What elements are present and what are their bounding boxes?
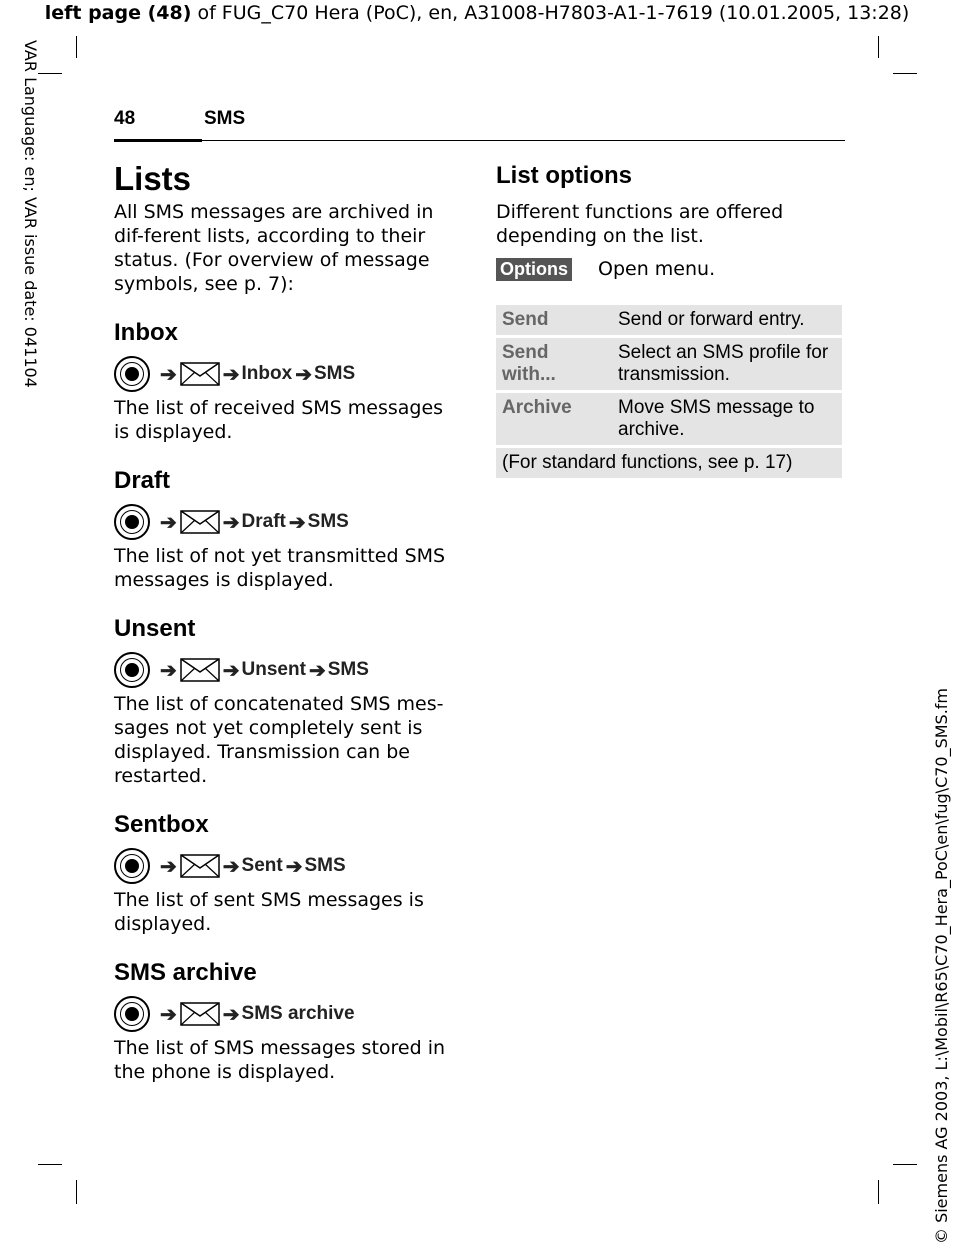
crop-mark <box>893 73 917 74</box>
section-heading: Sentbox <box>114 811 209 838</box>
section-text: The list of concatenated SMS mes-sages not yet completely sent is displayed. Transmission can be restarted. <box>114 693 444 787</box>
joystick-icon <box>114 652 150 688</box>
document-header-rest: of FUG_C70 Hera (PoC), en, A31008-H7803-A1-1-7619 (10.01.2005, 13:28) <box>191 2 910 24</box>
navigation-path <box>114 846 464 886</box>
navigation-path <box>114 502 464 542</box>
arrow-right-icon: ➔ <box>288 511 306 534</box>
page-number: 48 <box>114 108 136 129</box>
section-heading: Draft <box>114 467 171 494</box>
section-1 <box>114 466 464 592</box>
path-step: SMS <box>304 855 346 876</box>
section-2 <box>114 614 464 788</box>
path-step: Inbox <box>241 363 293 384</box>
arrow-right-icon: ➔ <box>222 363 240 386</box>
option-value: Send or forward entry. <box>612 305 842 335</box>
lists-intro: All SMS messages are archived in dif-ferent lists, according to their status. (For overview of message symbols, see p. 7): <box>114 201 434 295</box>
arrow-right-icon: ➔ <box>222 511 240 534</box>
navigation-path <box>114 650 464 690</box>
arrow-right-icon: ➔ <box>285 855 303 878</box>
joystick-icon <box>114 504 150 540</box>
arrow-right-icon: ➔ <box>222 1003 240 1026</box>
options-table <box>496 302 842 481</box>
path-step: Unsent <box>241 659 306 680</box>
option-footer: (For standard functions, see p. 17) <box>496 448 842 478</box>
path-step: SMS <box>313 363 356 384</box>
options-soft-key-text: Open menu. <box>598 258 716 280</box>
arrow-right-icon: ➔ <box>160 659 177 682</box>
crop-mark <box>38 1164 62 1165</box>
section-text: The list of sent SMS messages is displayed. <box>114 889 424 935</box>
path-step: SMS archive <box>241 1003 355 1024</box>
header-rule-accent <box>114 139 202 142</box>
section-heading: SMS archive <box>114 959 257 986</box>
path-step: SMS <box>307 511 349 532</box>
section-3 <box>114 810 464 936</box>
list-options-title: List options <box>496 162 632 189</box>
header-rule <box>114 140 845 141</box>
side-note-left: VAR Language: en; VAR issue date: 041104 <box>21 40 40 388</box>
crop-mark <box>878 36 879 58</box>
joystick-icon <box>114 996 150 1032</box>
crop-mark <box>38 73 62 74</box>
option-value: Move SMS message to archive. <box>612 393 842 445</box>
arrow-right-icon: ➔ <box>160 1003 177 1026</box>
section-heading: Unsent <box>114 615 196 642</box>
option-row <box>496 338 842 390</box>
path-step: Draft <box>241 511 286 532</box>
list-options-column <box>496 158 846 481</box>
crop-mark <box>76 1180 77 1204</box>
option-row <box>496 305 842 335</box>
lists-column <box>114 158 464 1084</box>
option-key: Archive <box>496 393 612 445</box>
lists-title: Lists <box>114 160 192 197</box>
option-footer-row <box>496 448 842 478</box>
document-header-bold: left page (48) <box>44 2 192 24</box>
option-value: Select an SMS profile for transmission. <box>612 338 842 390</box>
section-text: The list of not yet transmitted SMS messages is displayed. <box>114 545 446 591</box>
arrow-right-icon: ➔ <box>308 659 326 682</box>
arrow-right-icon: ➔ <box>160 363 177 386</box>
crop-mark <box>878 1180 879 1204</box>
side-note-right: © Siemens AG 2003, L:\Mobil\R65\C70_Hera_PoC\en\fug\C70_SMS.fm <box>932 687 951 1244</box>
path-step: SMS <box>327 659 369 680</box>
envelope-icon <box>180 658 220 682</box>
section-4 <box>114 958 464 1084</box>
crop-mark <box>893 1164 917 1165</box>
envelope-icon <box>180 1002 220 1026</box>
path-step: Sent <box>241 855 283 876</box>
option-key: Send <box>496 305 612 335</box>
running-head <box>114 108 845 141</box>
options-soft-key[interactable]: Options <box>496 258 572 281</box>
chapter-title: SMS <box>204 108 246 129</box>
arrow-right-icon: ➔ <box>295 363 312 386</box>
option-row <box>496 393 842 445</box>
envelope-icon <box>180 362 220 386</box>
arrow-right-icon: ➔ <box>160 511 177 534</box>
navigation-path <box>114 354 464 394</box>
section-text: The list of SMS messages stored in the phone is displayed. <box>114 1037 446 1083</box>
envelope-icon <box>180 510 220 534</box>
joystick-icon <box>114 848 150 884</box>
section-heading: Inbox <box>114 319 178 346</box>
arrow-right-icon: ➔ <box>222 855 240 878</box>
section-0 <box>114 318 464 444</box>
envelope-icon <box>180 854 220 878</box>
joystick-icon <box>114 356 150 392</box>
arrow-right-icon: ➔ <box>160 855 177 878</box>
crop-mark <box>76 36 77 58</box>
document-header <box>0 2 954 24</box>
arrow-right-icon: ➔ <box>222 659 240 682</box>
options-row <box>496 256 846 282</box>
option-key: Send with... <box>496 338 612 390</box>
list-options-intro: Different functions are offered depending on the list. <box>496 201 784 247</box>
navigation-path <box>114 994 464 1034</box>
section-text: The list of received SMS messages is displayed. <box>114 397 444 443</box>
